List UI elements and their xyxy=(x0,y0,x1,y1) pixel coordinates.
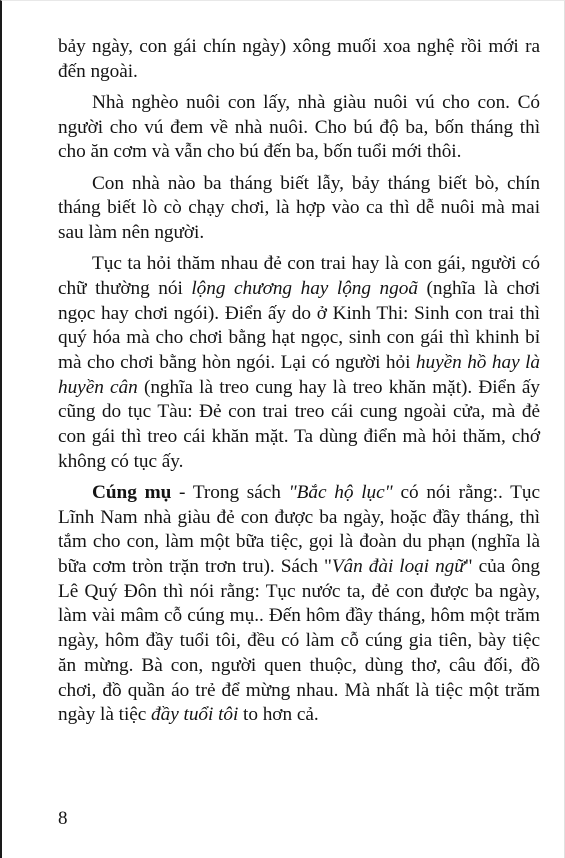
page-number: 8 xyxy=(58,808,68,829)
paragraph-asking-gender xyxy=(58,252,540,474)
section-term: Cúng mụ xyxy=(92,481,172,503)
paragraph-wet-nursing: Nhà nghèo nuôi con lấy, nhà giàu nuôi vú cho con. Có người cho vú đem về nhà nuôi. Cho bú độ ba, bốn tháng thì cho ăn cơm và vẫn cho bú đến ba, bốn tuổi mới thôi. xyxy=(58,91,540,163)
italic-book-title: "Bắc hộ lục" xyxy=(288,481,393,503)
text-run: có nói rằng:. Tục Lĩnh Nam nhà giàu đẻ con được ba ngày, hoặc đầy tháng, thì tắm cho con, làm một bữa tiệc, gọi là đoàn du phạn (nghĩa là bữa cơm tròn trặn trơn tru). Sách " xyxy=(58,481,540,578)
italic-book-title: Vân đài loại ngữ xyxy=(331,556,465,578)
italic-phrase: lộng chương hay lộng ngoã xyxy=(191,277,418,299)
italic-phrase: đầy tuổi tôi xyxy=(151,704,239,726)
body-text xyxy=(58,35,540,728)
paragraph-cung-mu xyxy=(58,481,540,728)
text-run: to hơn cả. xyxy=(238,704,319,726)
text-run: " của ông Lê Quý Đôn thì nói rằng: Tục nước ta, đẻ con được ba ngày, làm vài mâm cỗ cúng mụ.. Đến hôm đầy tháng, hôm một trăm ngày, hôm đầy tuổi tôi, đều có làm cỗ cúng gia tiên, bày tiệc ăn mừng. Bà con, người quen thuộc, dùng thơ, câu đối, đồ chơi, đồ quần áo trẻ để mừng nhau. Mà nhất là tiệc một trăm ngày là tiệc xyxy=(58,556,540,726)
text-run: Tục ta hỏi thăm nhau đẻ con trai hay là con gái, người có chữ thường nói xyxy=(58,253,540,299)
paragraph-continuation: bảy ngày, con gái chín ngày) xông muối xoa nghệ rồi mới ra đến ngoài. xyxy=(58,36,540,82)
text-run: - Trong sách xyxy=(171,481,289,503)
italic-phrase: huyền hồ hay là huyền cân xyxy=(58,351,541,398)
paragraph-child-milestones: Con nhà nào ba tháng biết lẫy, bảy tháng biết bò, chín tháng biết lò cò chạy chơi, là hợp vào ca thì dễ nuôi mà mai sau làm nên người. xyxy=(58,172,540,243)
text-run: (nghĩa là chơi ngọc hay chơi ngói). Điển ấy do ở Kinh Thi: Sinh con trai thì quý hóa mà cho chơi bằng hạt ngọc, sinh con gái thì khinh bỉ mà cho chơi bằng hòn ngói. Lại có người hỏi xyxy=(58,277,540,373)
text-run: (nghĩa là treo cung hay là treo khăn mặt). Điển ấy cũng do tục Tàu: Đẻ con trai treo cái cung ngoài cửa, mà đẻ con gái thì treo cái khăn mặt. Ta dùng điển mà hỏi thăm, chớ không có tục ấy. xyxy=(58,376,540,472)
